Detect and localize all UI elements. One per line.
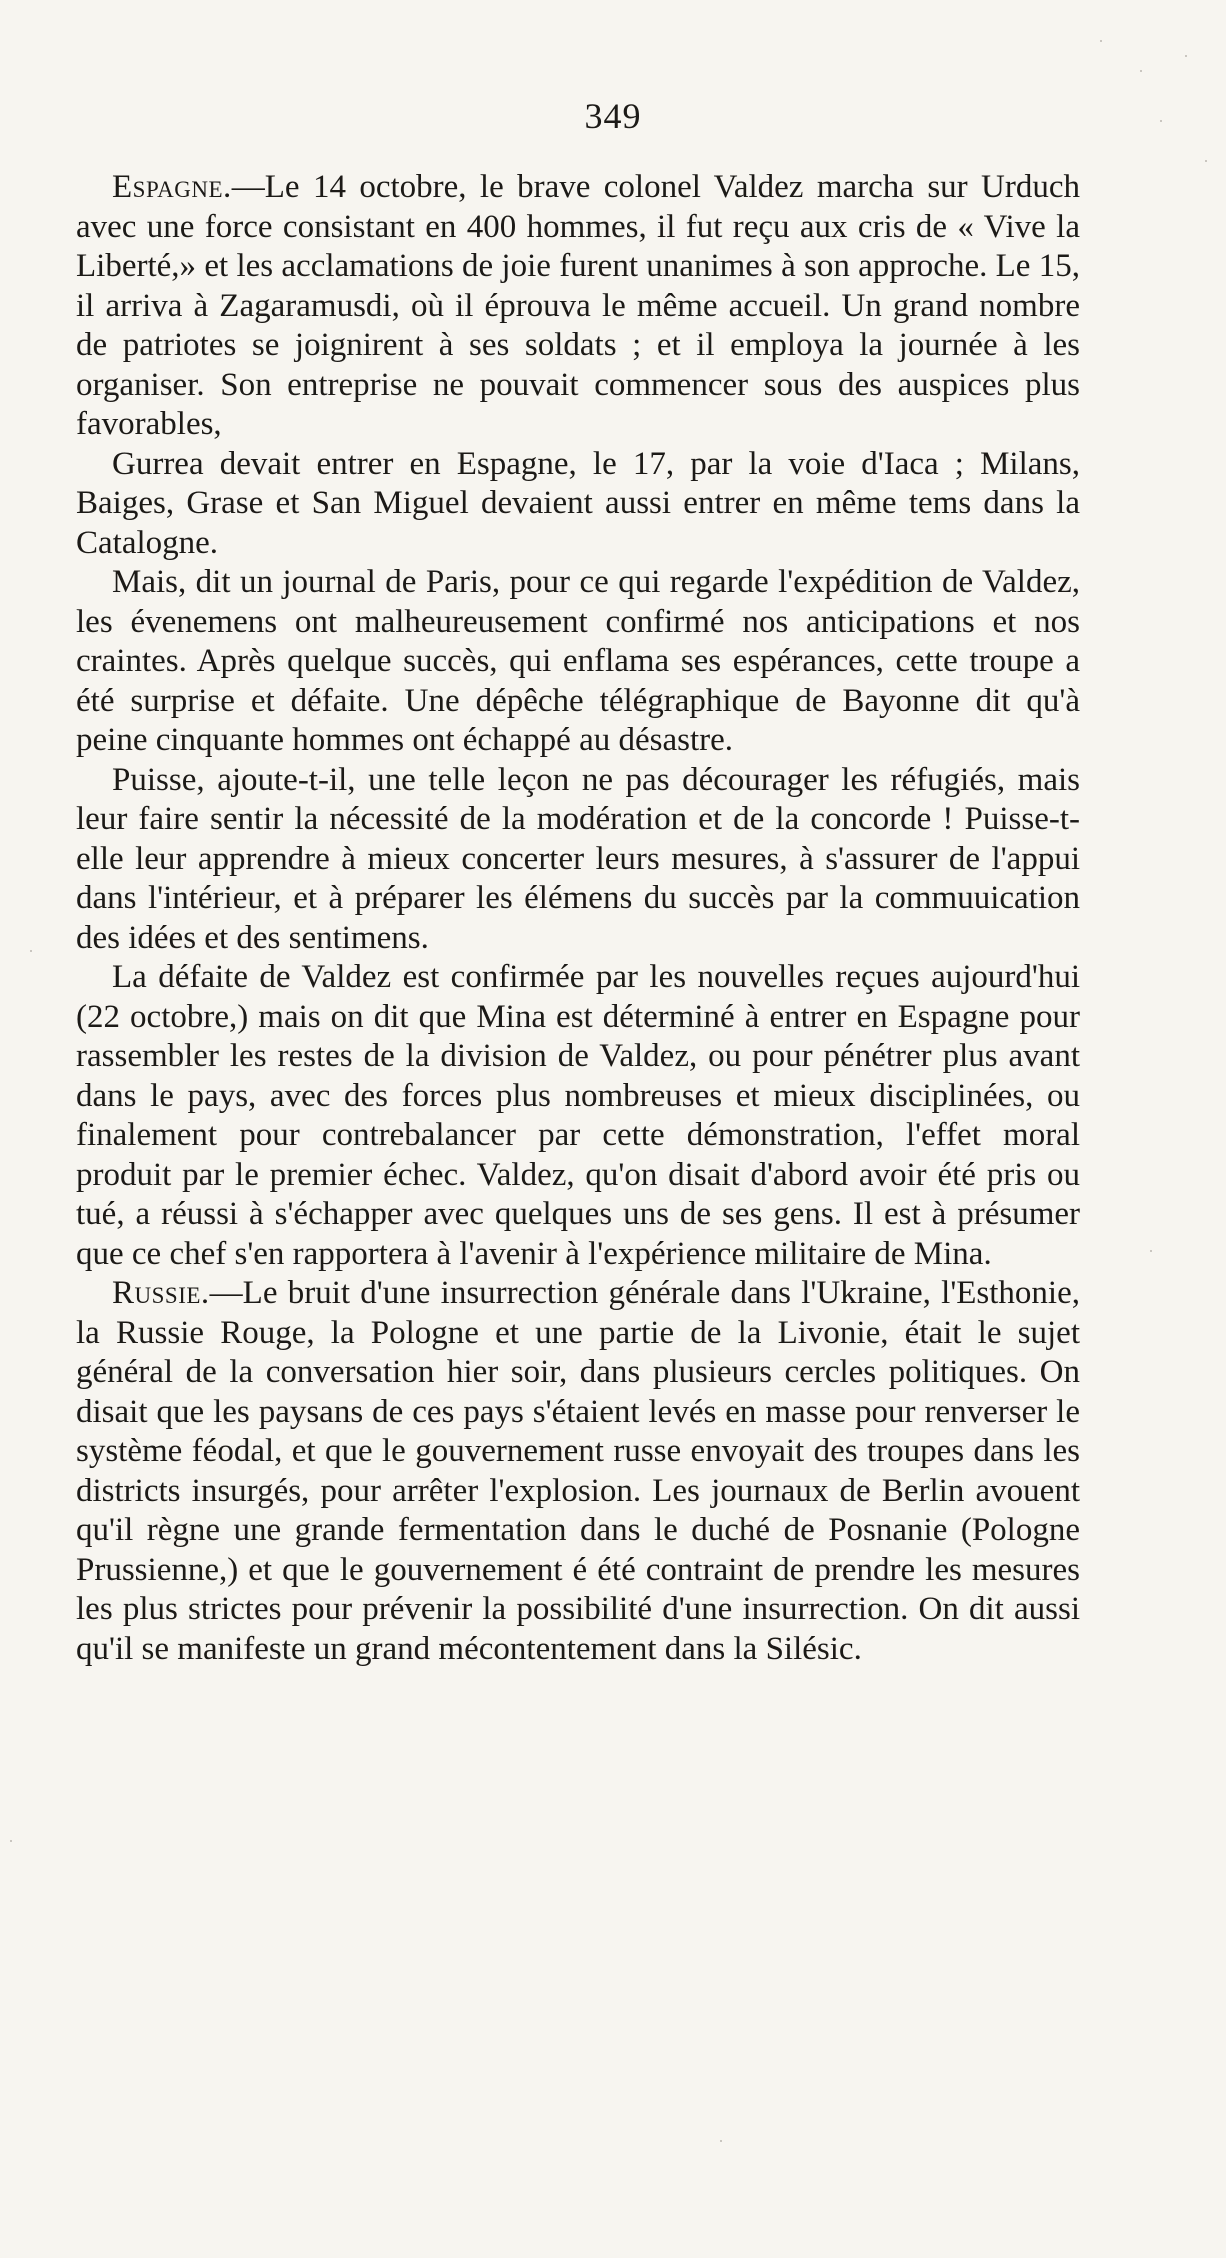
paper-speck <box>1205 160 1207 162</box>
paragraph-text: La défaite de Valdez est confirmée par les nouvelles reçues aujourd'hui (22 octobre,) mais on dit que Mina est déterminé à entrer en Espagne pour rassembler les restes de la division de Valdez, ou pour pénétrer plus avant dans le pays, avec des forces plus nombreuses et mieux disciplinées, ou finalement pour contrebalancer par cette démonstration, l'effet moral produit par le premier échec. Valdez, qu'on disait d'abord avoir été pris ou tué, a réussi à s'échapper avec quelques uns de ses gens. Il est à présumer que ce chef s'en rapportera à l'avenir à l'expérience militaire de Mina. <box>76 959 1080 1272</box>
paragraph-text: —Le bruit d'une insurrection générale dans l'Ukraine, l'Esthonie, la Russie Rouge, la Pologne et une partie de la Livonie, était le sujet général de la conversation hier soir, dans plusieurs cercles politiques. On disait que les paysans de ces pays s'étaient levés en masse pour renverser le système féodal, et que le gouvernement russe envoyait des troupes dans les districts insurgés, pour arrêter l'explosion. Les journaux de Berlin avouent qu'il règne une grande fermentation dans le duché de Posnanie (Pologne Prussienne,) et que le gouvernement é été contraint de prendre les mesures les plus strictes pour prévenir la possibilité d'une insurrection. On dit aussi qu'il se manifeste un grand mécontentement dans la Silésic. <box>76 1275 1080 1667</box>
section-heading-espagne: Espagne. <box>112 169 232 205</box>
body-text <box>76 168 1080 1669</box>
paragraph-puisse <box>76 761 1080 959</box>
paragraph-espagne <box>76 168 1080 445</box>
paragraph-text: —Le 14 octobre, le brave colonel Valdez marcha sur Urduch avec une force consistant en 400 hommes, il fut reçu aux cris de « Vive la Liberté,» et les acclamations de joie furent unanimes à son approche. Le 15, il arriva à Zagaramusdi, où il éprouva le même accueil. Un grand nombre de patriotes se joignirent à ses soldats ; et il employa la journée à les organiser. Son entreprise ne pouvait commencer sous des auspices plus favorables, <box>76 169 1080 442</box>
paragraph-text: Puisse, ajoute-t-il, une telle leçon ne pas décourager les réfugiés, mais leur faire sentir la nécessité de la modération et de la concorde ! Puisse-t-elle leur apprendre à mieux concerter leurs mesures, à s'assurer de l'appui dans l'intérieur, et à préparer les élémens du succès par la commuuication des idées et des sentimens. <box>76 761 1080 956</box>
paragraph-journal-paris <box>76 563 1080 761</box>
paper-speck <box>1185 55 1187 57</box>
paper-speck <box>1160 120 1162 122</box>
paragraph-text: Gurrea devait entrer en Espagne, le 17, par la voie d'Iaca ; Milans, Baiges, Grase et San Miguel devaient aussi entrer en même tems dans la Catalogne. <box>76 445 1080 561</box>
paper-speck <box>10 1840 12 1842</box>
page-number: 349 <box>584 96 642 136</box>
paper-speck <box>1150 1250 1152 1252</box>
paragraph-text: Mais, dit un journal de Paris, pour ce qui regarde l'expédition de Valdez, les évenemens ont malheureusement confirmé nos anticipations et nos craintes. Après quelque succès, qui enflama ses espérances, cette troupe a été surprise et défaite. Une dépêche télégraphique de Bayonne dit qu'à peine cinquante hommes ont échappé au désastre. <box>76 564 1080 758</box>
paper-speck <box>1140 70 1142 72</box>
paragraph-russie <box>76 1274 1080 1669</box>
paragraph-gurrea <box>76 445 1080 564</box>
paragraph-defaite-valdez <box>76 958 1080 1274</box>
paper-speck <box>720 2140 722 2142</box>
paper-speck <box>30 950 32 952</box>
paper-speck <box>1100 40 1102 42</box>
section-heading-russie: Russie. <box>112 1275 210 1311</box>
